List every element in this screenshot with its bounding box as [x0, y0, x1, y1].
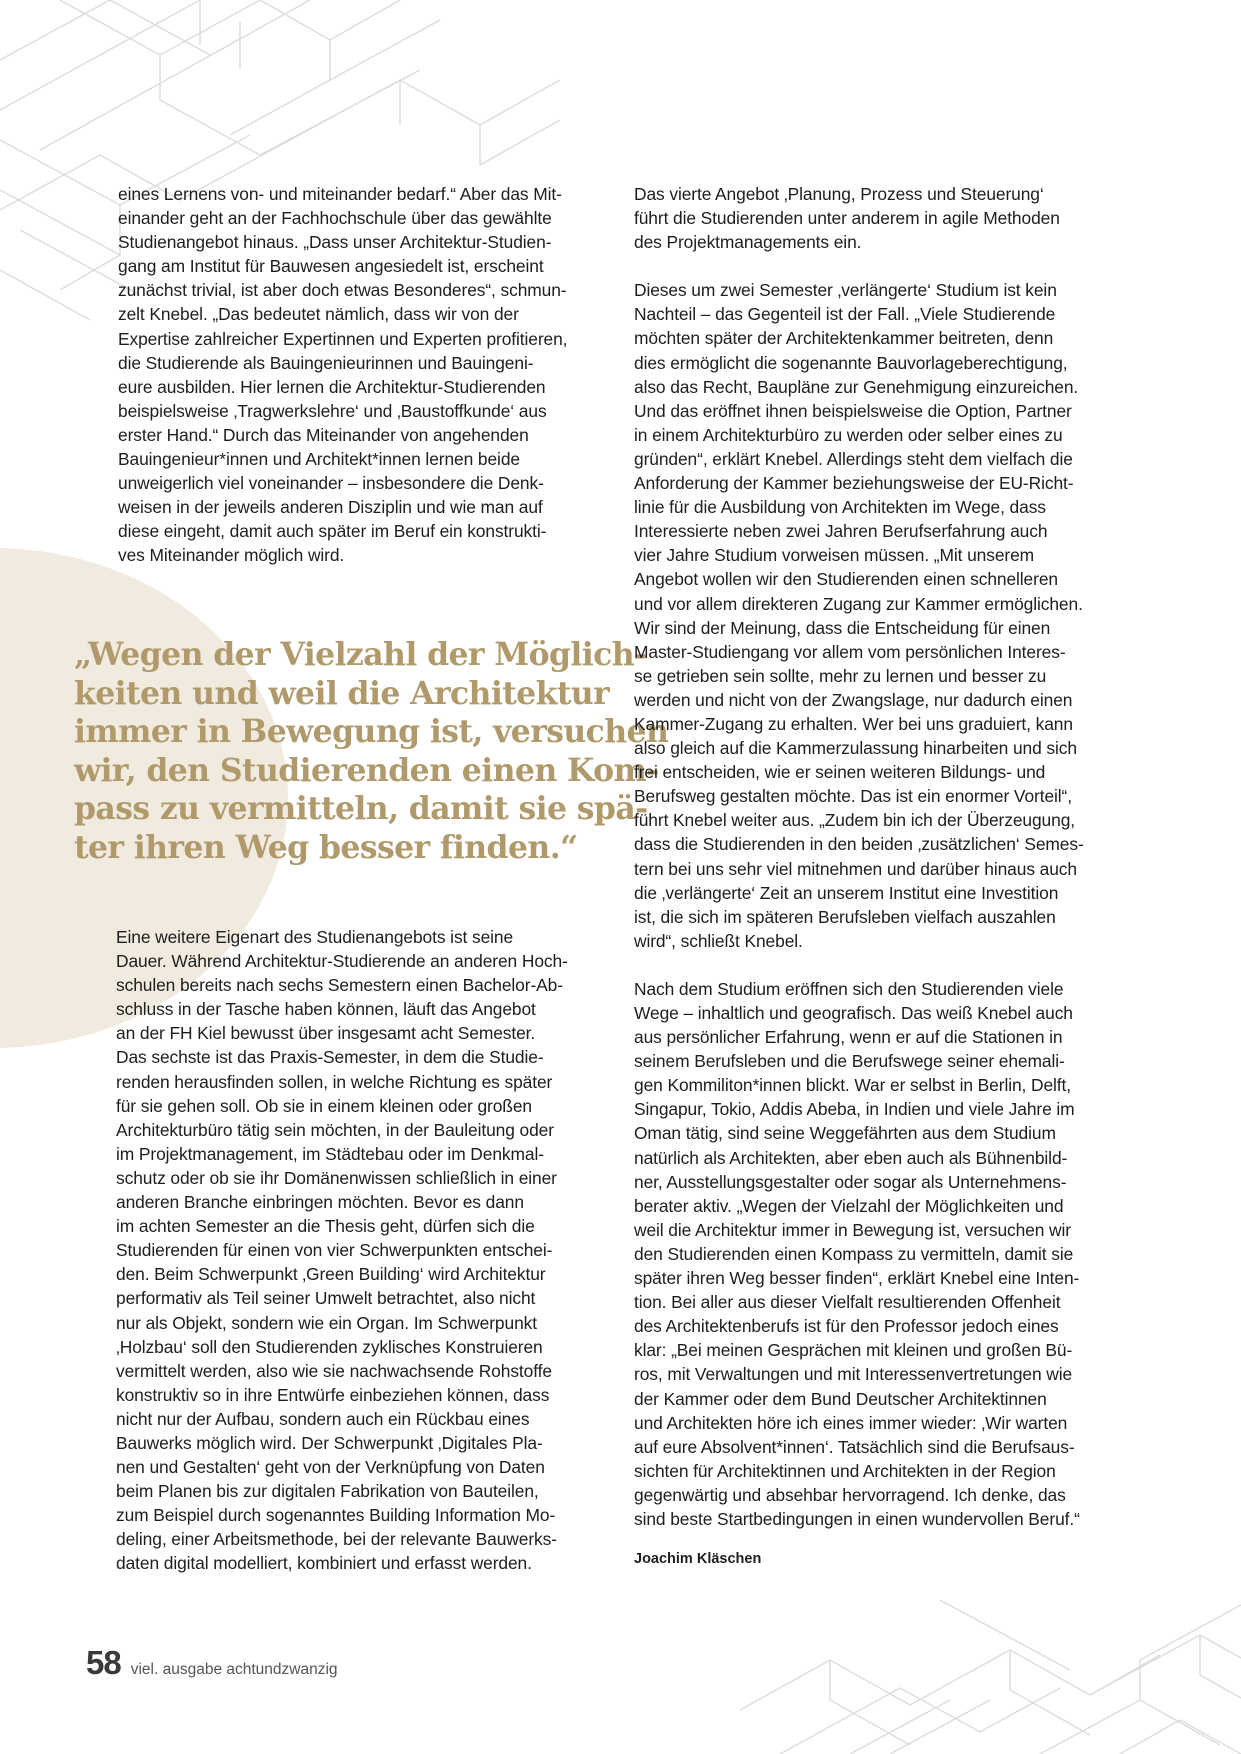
text-line: die ‚verlängerte‘ Zeit an unserem Institut eine Investition: [634, 882, 1059, 903]
text-line: Bauingenieur*innen und Architekt*innen lernen beide: [118, 449, 520, 470]
text-line: Studienangebot hinaus. „Dass unser Architektur-Studien-: [118, 232, 552, 253]
text-line: im Projektmanagement, im Städtebau oder im Denkmal-: [116, 1143, 544, 1164]
text-line: führt Knebel weiter aus. „Zudem bin ich der Überzeugung,: [634, 810, 1076, 831]
text-line: Anforderung der Kammer beziehungsweise der EU-Richt-: [634, 473, 1074, 494]
text-line: einander geht an der Fachhochschule über das gewählte: [118, 208, 552, 229]
text-line: im achten Semester an die Thesis geht, dürfen sich die: [116, 1216, 535, 1237]
text-line: des Architektenberufs ist für den Professor jedoch eines: [634, 1316, 1059, 1337]
article-column-left-top: [118, 182, 618, 568]
text-line: ist, die sich im späteren Berufsleben vielfach auszahlen: [634, 906, 1056, 927]
text-line: der Kammer oder dem Bund Deutscher Architektinnen: [634, 1388, 1047, 1409]
text-line: werden und nicht von der Zwangslage, nur dadurch einen: [634, 689, 1073, 710]
text-line: daten digital modelliert, kombiniert und erfasst werden.: [116, 1553, 532, 1574]
text-line: Bauwerks möglich wird. Der Schwerpunkt ‚Digitales Pla-: [116, 1432, 543, 1453]
text-line: auf eure Absolvent*innen‘. Tatsächlich sind die Berufsaus-: [634, 1436, 1075, 1457]
text-line: also gleich auf die Kammerzulassung hinarbeiten und sich: [634, 738, 1077, 759]
text-line: Dieses um zwei Semester ‚verlängerte‘ Studium ist kein: [634, 280, 1057, 301]
text-line: erster Hand.“ Durch das Miteinander von angehenden: [118, 424, 529, 445]
text-line: ros, mit Verwaltungen und mit Interessenvertretungen wie: [634, 1364, 1073, 1385]
page-number: 58: [86, 1644, 121, 1681]
text-line: Interessierte neben zwei Jahren Berufserfahrung auch: [634, 521, 1048, 542]
text-line: möchten später der Architektenkammer beitreten, denn: [634, 328, 1054, 349]
text-line: führt die Studierenden unter anderem in agile Methoden: [634, 208, 1060, 229]
pull-quote-line: keiten und weil die Architektur: [74, 674, 610, 712]
text-line: dies ermöglicht die sogenannte Bauvorlageberechtigung,: [634, 352, 1068, 373]
text-line: an der FH Kiel bewusst über insgesamt acht Semester.: [116, 1023, 536, 1044]
text-line: die Studierende als Bauingenieurinnen und Bauingeni-: [118, 352, 534, 373]
text-line: gang am Institut für Bauwesen angesiedelt ist, erscheint: [118, 256, 544, 277]
text-line: eure ausbilden. Hier lernen die Architektur-Studierenden: [118, 376, 546, 397]
text-line: vermittelt werden, also wie sie nachwachsende Rohstoffe: [116, 1360, 552, 1381]
pull-quote-line: ter ihren Weg besser finden.“: [74, 828, 578, 866]
text-line: für sie gehen soll. Ob sie in einem kleinen oder großen: [116, 1095, 532, 1116]
text-line: linie für die Ausbildung von Architekten im Wege, dass: [634, 497, 1046, 518]
text-line: Und das eröffnet ihnen beispielsweise die Option, Partner: [634, 400, 1072, 421]
paragraph-gap: [634, 254, 1154, 278]
text-line: zelt Knebel. „Das bedeutet nämlich, dass wir von der: [118, 304, 519, 325]
text-line: Dauer. Während Architektur-Studierende an anderen Hoch-: [116, 951, 568, 972]
text-line: beispielsweise ‚Tragwerkslehre‘ und ‚Baustoffkunde‘ aus: [118, 400, 547, 421]
text-line: also das Recht, Baupläne zur Genehmigung einzureichen.: [634, 376, 1079, 397]
text-line: deling, einer Arbeitsmethode, bei der relevante Bauwerks-: [116, 1529, 557, 1550]
text-line: Berufsweg gestalten möchte. Das ist ein enormer Vorteil“,: [634, 786, 1072, 807]
text-line: wird“, schließt Knebel.: [634, 930, 803, 951]
pull-quote-line: immer in Bewegung ist, versuchen: [74, 713, 669, 750]
text-line: seinem Berufsleben und die Berufswege seiner ehemali-: [634, 1051, 1065, 1072]
text-line: Angebot wollen wir den Studierenden einen schnelleren: [634, 569, 1058, 590]
text-line: konstruktiv so in ihre Entwürfe einbeziehen können, dass: [116, 1384, 550, 1405]
text-line: sind beste Startbedingungen in einen wundervollen Beruf.“: [634, 1508, 1080, 1529]
article-column-right: [634, 182, 1154, 1531]
text-line: Wir sind der Meinung, dass die Entscheidung für einen: [634, 617, 1051, 638]
text-line: den. Beim Schwerpunkt ‚Green Building‘ wird Architektur: [116, 1264, 546, 1285]
architectural-line-art-bottom: [740, 1600, 1241, 1754]
text-line: Expertise zahlreicher Expertinnen und Experten profitieren,: [118, 328, 568, 349]
text-line: aus persönlicher Erfahrung, wenn er auf die Stationen in: [634, 1027, 1063, 1048]
text-line: schulen bereits nach sechs Semestern einen Bachelor-Ab-: [116, 975, 563, 996]
paragraph-gap: [634, 953, 1154, 977]
text-line: Nach dem Studium eröffnen sich den Studierenden viele: [634, 978, 1064, 999]
text-line: und vor allem direkteren Zugang zur Kammer ermöglichen.: [634, 593, 1083, 614]
text-line: gründen“, erklärt Knebel. Allerdings steht dem vielfach die: [634, 448, 1073, 469]
text-line: diese eingeht, damit auch später im Beruf ein konstrukti-: [118, 521, 547, 542]
text-line: ner, Ausstellungsgestalter oder sogar als Unternehmens-: [634, 1171, 1067, 1192]
article-column-left-bottom: [116, 925, 616, 1576]
text-line: nur als Objekt, sondern wie ein Organ. Im Schwerpunkt: [116, 1312, 537, 1333]
text-line: gen Kommiliton*innen blickt. War er selbst in Berlin, Delft,: [634, 1075, 1071, 1096]
text-line: tern bei uns sehr viel mitnehmen und darüber hinaus auch: [634, 858, 1077, 879]
text-line: vier Jahre Studium vorweisen müssen. „Mit unserem: [634, 545, 1035, 566]
text-line: Das vierte Angebot ‚Planung, Prozess und Steuerung‘: [634, 184, 1044, 204]
text-line: Master-Studiengang vor allem vom persönlichen Interes-: [634, 641, 1066, 662]
text-line: natürlich als Architekten, aber eben auch als Bühnenbild-: [634, 1147, 1068, 1168]
text-line: dass die Studierenden in den beiden ‚zusätzlichen‘ Semes-: [634, 834, 1084, 855]
text-line: des Projektmanagements ein.: [634, 232, 862, 253]
text-line: weisen in der jeweils anderen Disziplin und wie man auf: [118, 497, 543, 518]
text-line: den Studierenden einen Kompass zu vermitteln, damit sie: [634, 1243, 1074, 1264]
text-line: gegenwärtig und absehbar hervorragend. Ich denke, das: [634, 1484, 1066, 1505]
pull-quote-line: pass zu vermitteln, damit sie spä-: [74, 790, 648, 827]
text-line: Oman tätig, sind seine Weggefährten aus dem Studium: [634, 1123, 1056, 1144]
text-line: Studierenden für einen von vier Schwerpunkten entschei-: [116, 1240, 553, 1261]
text-line: klar: „Bei meinen Gesprächen mit kleinen und großen Bü-: [634, 1340, 1073, 1361]
text-line: Wege – inhaltlich und geografisch. Das weiß Knebel auch: [634, 1003, 1073, 1023]
text-line: nicht nur der Aufbau, sondern auch ein Rückbau eines: [116, 1408, 530, 1429]
text-line: Das sechste ist das Praxis-Semester, in dem die Studie-: [116, 1047, 544, 1068]
text-line: Architekturbüro tätig sein möchten, in der Bauleitung oder: [116, 1119, 554, 1140]
text-line: renden herausfinden sollen, in welche Richtung es später: [116, 1071, 553, 1092]
text-line: nen und Gestalten‘ geht von der Verknüpfung von Daten: [116, 1457, 545, 1478]
page-footer: [86, 1644, 338, 1682]
text-line: tion. Bei aller aus dieser Vielfalt resultierenden Offenheit: [634, 1292, 1061, 1313]
text-line: schutz oder ob sie ihr Domänenwissen schließlich in einer: [116, 1167, 557, 1188]
text-line: weil die Architektur immer in Bewegung ist, versuchen wir: [634, 1219, 1071, 1240]
text-line: unweigerlich viel voneinander – insbesondere die Denk-: [118, 473, 544, 494]
text-line: Eine weitere Eigenart des Studienangebots ist seine: [116, 927, 514, 947]
text-line: zum Beispiel durch sogenanntes Building Information Mo-: [116, 1505, 556, 1526]
text-line: später ihren Weg besser finden“, erklärt Knebel eine Inten-: [634, 1268, 1080, 1289]
text-line: Nachteil – das Gegenteil ist der Fall. „Viele Studierende: [634, 304, 1056, 325]
text-line: performativ als Teil seiner Umwelt betrachtet, also nicht: [116, 1288, 536, 1309]
pull-quote-line: „Wegen der Vielzahl der Möglich-: [74, 636, 647, 673]
text-line: und Architekten höre ich eines immer wieder: ‚Wir warten: [634, 1412, 1068, 1433]
text-line: anderen Branche einbringen möchten. Bevor es dann: [116, 1192, 524, 1213]
pull-quote-line: wir, den Studierenden einen Kom-: [74, 751, 659, 789]
publication-name: viel. ausgabe achtundzwanzig: [130, 1661, 338, 1678]
text-line: sichten für Architektinnen und Architekten in der Region: [634, 1460, 1056, 1481]
text-line: zunächst trivial, ist aber doch etwas Besonderes“, schmun-: [118, 280, 567, 301]
text-line: in einem Architekturbüro zu werden oder selber eines zu: [634, 424, 1063, 445]
text-line: frei entscheiden, wie er seinen weiteren Bildungs- und: [634, 762, 1046, 783]
text-line: Singapur, Tokio, Addis Abeba, in Indien und viele Jahre im: [634, 1099, 1075, 1120]
text-line: se getrieben sein sollte, mehr zu lernen und besser zu: [634, 665, 1047, 686]
text-line: Kammer-Zugang zu erhalten. Wer bei uns graduiert, kann: [634, 713, 1073, 734]
text-line: berater aktiv. „Wegen der Vielzahl der Möglichkeiten und: [634, 1195, 1064, 1216]
text-line: beim Planen bis zur digitalen Fabrikation von Bauteilen,: [116, 1481, 539, 1502]
pull-quote: [74, 636, 669, 867]
text-line: schluss in der Tasche haben können, läuft das Angebot: [116, 999, 536, 1020]
author-name: Joachim Kläschen: [634, 1551, 762, 1567]
text-line: ves Miteinander möglich wird.: [118, 545, 345, 566]
text-line: ‚Holzbau‘ soll den Studierenden zyklisches Konstruieren: [116, 1336, 543, 1357]
text-line: eines Lernens von- und miteinander bedarf.“ Aber das Mit-: [118, 184, 562, 204]
